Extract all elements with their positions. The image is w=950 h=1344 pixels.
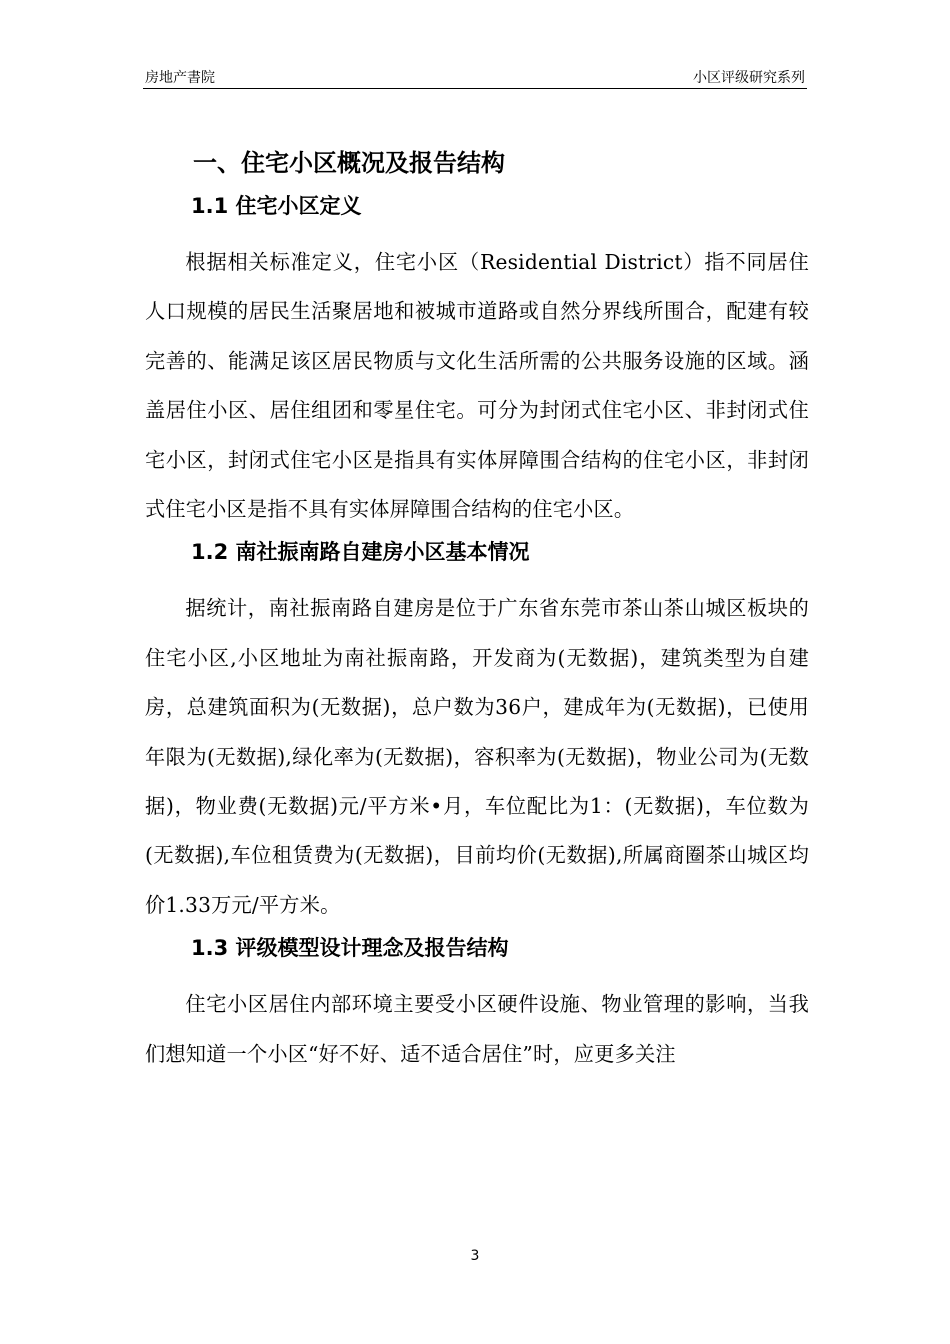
page-header	[143, 66, 807, 89]
paragraph-definition: 根据相关标准定义，住宅小区（Residential District）指不同居住人口规模的居民生活聚居地和被城市道路或自然分界线所围合，配建有较完善的、能满足该区居民物质与文化生活所需的公共服务设施的区域。涵盖居住小区、居住组团和零星住宅。可分为封闭式住宅小区、非封闭式住宅小区，封闭式住宅小区是指具有实体屏障围合结构的住宅小区，非封闭式住宅小区是指不具有实体屏障围合结构的住宅小区。	[145, 250, 809, 522]
header-series-title: 小区评级研究系列	[693, 70, 805, 86]
section-title: 一、住宅小区概况及报告结构	[193, 149, 505, 177]
page-number: 3	[470, 1248, 480, 1264]
page-body	[145, 138, 809, 1079]
subsection-title-1-3: 1.3 评级模型设计理念及报告结构	[191, 936, 509, 961]
paragraph-basic-info: 据统计，南社振南路自建房是位于广东省东莞市茶山茶山城区板块的住宅小区,小区地址为南社振南路，开发商为(无数据)，建筑类型为自建房，总建筑面积为(无数据)，总户数为36户，建成年为(无数据)，已使用年限为(无数据),绿化率为(无数据)，容积率为(无数据)，物业公司为(无数据)，物业费(无数据)元/平方米•月，车位配比为1：(无数据)，车位数为(无数据),车位租赁费为(无数据)，目前均价(无数据),所属商圈茶山城区均价1.33万元/平方米。	[145, 596, 809, 917]
header-publisher: 房地产書院	[145, 70, 215, 86]
paragraph-model-design: 住宅小区居住内部环境主要受小区硬件设施、物业管理的影响，当我们想知道一个小区“好不好、适不适合居住”时，应更多关注	[145, 992, 809, 1066]
subsection-title-1-1: 1.1 住宅小区定义	[191, 194, 362, 218]
subsection-title-1-2: 1.2 南社振南路自建房小区基本情况	[191, 540, 530, 565]
